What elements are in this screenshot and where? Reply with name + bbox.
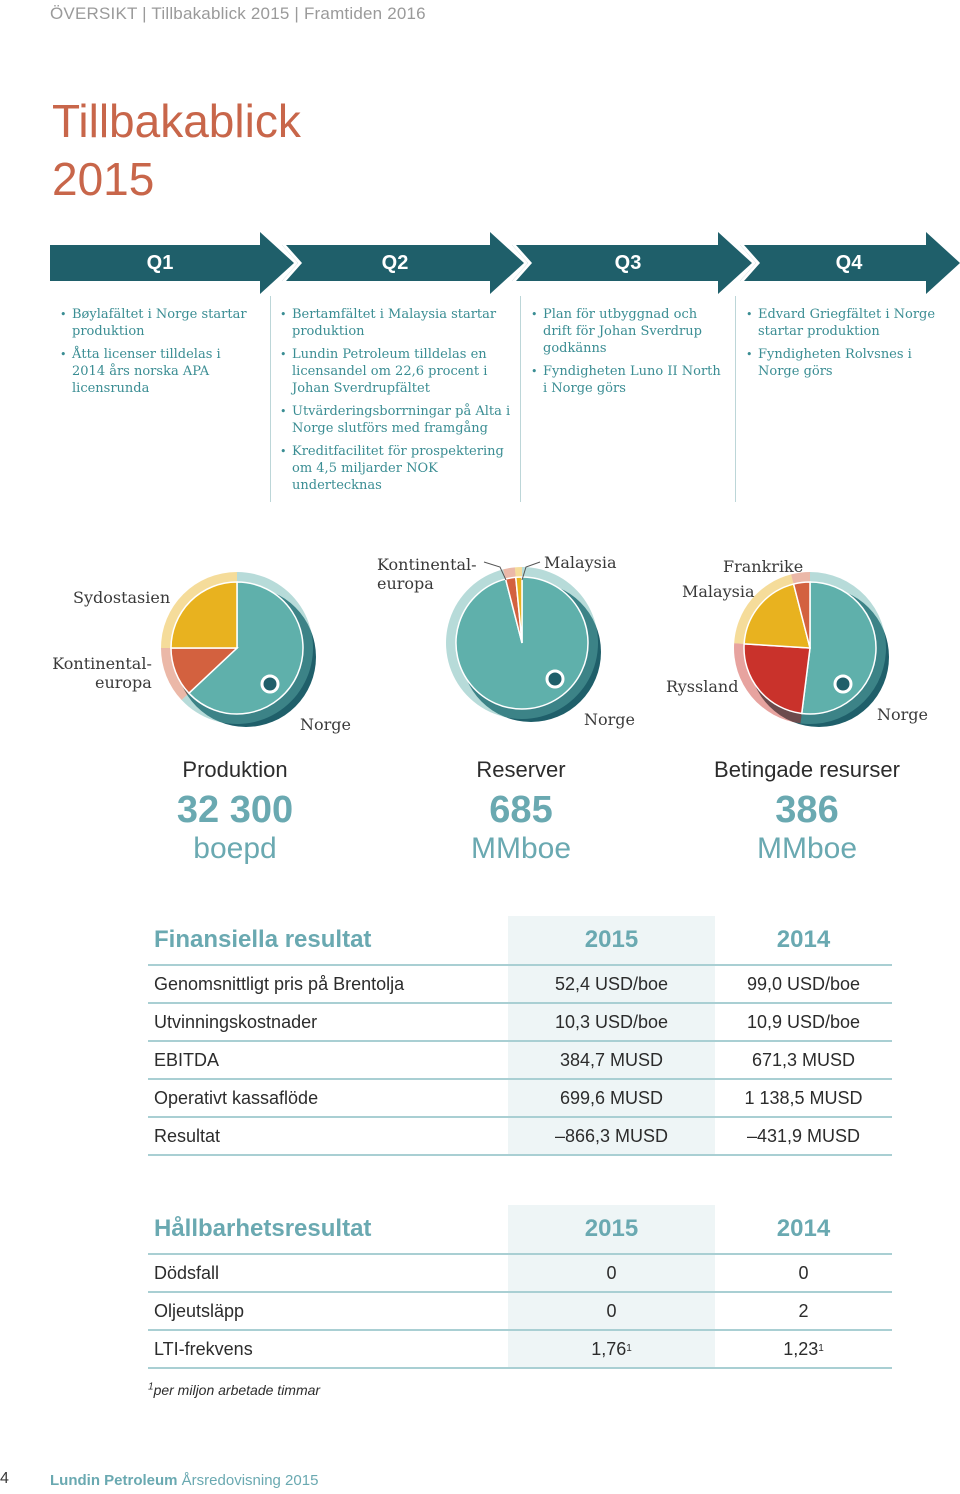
pie2-label-norge: Norge <box>584 710 635 729</box>
pie2-label-kont-line2: europa <box>377 574 434 593</box>
quarter-label-q2: Q2 <box>381 252 409 274</box>
row-value-2014: 2 <box>798 1300 809 1321</box>
pie1-label-kont-line2: europa <box>95 673 152 692</box>
pie2-label-kontinentaleuropa <box>377 555 477 593</box>
list-item: • Lundin Petroleum tilldelas en licensandel om 22,6 procent i Johan Sverdrupfältet <box>280 346 512 397</box>
list-item: • Kreditfacilitet för prospektering om 4,5 miljarder NOK undertecknas <box>280 443 512 494</box>
pie1-label-kontinentaleuropa <box>51 654 152 692</box>
pie1-marker-dot <box>262 676 278 692</box>
row-value-2014: 99,0 USD/boe <box>746 973 861 994</box>
list-item: • Bøylafältet i Norge startar produktion <box>60 306 256 340</box>
row-label: LTI-frekvens <box>154 1338 253 1359</box>
footnote <box>148 1382 320 1398</box>
pie1-label-sydostasien: Sydostasien <box>73 588 171 607</box>
footnote-text: per miljon arbetade timmar <box>153 1382 321 1398</box>
quarter-column-q4 <box>746 306 946 386</box>
row-value-2015: 10,3 USD/boe <box>508 1004 715 1040</box>
row-label: Genomsnittligt pris på Brentolja <box>154 973 405 994</box>
pie-charts <box>0 540 960 750</box>
table-row <box>148 1118 892 1156</box>
kpi-reserver <box>396 756 646 866</box>
table-header <box>148 1205 892 1255</box>
row-value-2015: 0 <box>508 1255 715 1291</box>
row-value-2014: 1 138,5 MUSD <box>744 1087 863 1108</box>
kpi-produktion <box>110 756 360 866</box>
quarter-column-q3 <box>531 306 727 403</box>
page-title-line1: Tillbakablick <box>52 95 301 147</box>
pie3-label-frankrike: Frankrike <box>723 557 804 576</box>
quarter-column-q1 <box>60 306 256 403</box>
pie2-label-kont-line1: Kontinental- <box>377 555 477 574</box>
row-value-2014: 0 <box>798 1262 809 1283</box>
kpi-unit: boepd <box>193 832 277 865</box>
pie3-marker-dot <box>835 676 851 692</box>
row-label: Oljeutsläpp <box>154 1300 245 1321</box>
pie3-label-norge: Norge <box>877 705 928 724</box>
kpi-unit: MMboe <box>756 832 858 865</box>
table-row <box>148 1293 892 1331</box>
pie-charts-svg <box>0 540 960 750</box>
row-label: Dödsfall <box>154 1262 220 1283</box>
column-header-2014: 2014 <box>776 1215 831 1242</box>
column-header-2015: 2015 <box>508 1205 715 1253</box>
kpi-value: 32 300 <box>176 789 294 831</box>
table-row <box>148 966 892 1004</box>
page-title <box>52 92 301 208</box>
kpi-name: Betingade resurser <box>714 757 900 782</box>
row-value-2015: 0 <box>508 1293 715 1329</box>
list-item: • Fyndigheten Rolvsnes i Norge görs <box>746 346 946 380</box>
kpi-betingade-resurser <box>682 756 932 866</box>
pie1-label-norge: Norge <box>300 715 351 734</box>
row-value-2015: 699,6 MUSD <box>508 1080 715 1116</box>
quarter-label-q1: Q1 <box>146 252 174 274</box>
quarter-column-q2 <box>280 306 512 500</box>
brand-name: Lundin Petroleum <box>50 1472 178 1489</box>
list-item: • Utvärderingsborrningar på Alta i Norge slutförs med framgång <box>280 403 512 437</box>
table-row <box>148 1042 892 1080</box>
pie3-slice-1 <box>744 644 810 714</box>
quarter-label-q3: Q3 <box>614 252 642 274</box>
table-title: Finansiella resultat <box>154 926 372 953</box>
table-title: Hållbarhetsresultat <box>154 1215 372 1242</box>
list-item: • Fyndigheten Luno II North i Norge görs <box>531 363 727 397</box>
row-label: Operativt kassaflöde <box>154 1087 319 1108</box>
column-header-2015: 2015 <box>508 916 715 964</box>
kpi-name: Produktion <box>182 757 288 782</box>
row-value-2014: –431,9 MUSD <box>746 1125 861 1146</box>
row-label: EBITDA <box>154 1049 220 1070</box>
page-number: 4 <box>0 1470 9 1487</box>
breadcrumb: ÖVERSIKT | Tillbakablick 2015 | Framtiden 2016 <box>50 4 426 23</box>
row-value-2015: 1,76 1 <box>508 1331 715 1367</box>
table-row <box>148 1004 892 1042</box>
pie2-label-malaysia: Malaysia <box>544 553 617 572</box>
pie1-slice-2 <box>171 582 237 648</box>
financial-table <box>148 916 892 1156</box>
row-value-2014: 671,3 MUSD <box>751 1049 856 1070</box>
column-divider <box>735 296 736 502</box>
footer-brand <box>50 1472 318 1489</box>
table-header <box>148 916 892 966</box>
pie2-marker-dot <box>547 671 563 687</box>
quarter-label-q4: Q4 <box>835 252 863 274</box>
row-value-2015: –866,3 MUSD <box>508 1118 715 1154</box>
kpi-value: 685 <box>489 789 553 831</box>
row-label: Utvinningskostnader <box>154 1011 318 1032</box>
kpi-unit: MMboe <box>470 832 572 865</box>
table-row <box>148 1255 892 1293</box>
quarter-timeline <box>50 232 960 294</box>
pie1-label-kont-line1: Kontinental- <box>52 654 152 673</box>
value-text: 1,23 <box>783 1338 819 1359</box>
list-item: • Bertamfältet i Malaysia startar produktion <box>280 306 512 340</box>
row-label: Resultat <box>154 1125 221 1146</box>
list-item: • Åtta licenser tilldelas i 2014 års norska APA licensrunda <box>60 346 256 397</box>
kpi-value: 386 <box>775 789 839 831</box>
document-name: Årsredovisning 2015 <box>181 1472 319 1489</box>
row-value-2015: 52,4 USD/boe <box>508 966 715 1002</box>
column-divider <box>270 296 271 502</box>
list-item: • Plan för utbyggnad och drift för Johan Sverdrup godkänns <box>531 306 727 357</box>
row-value-2015: 384,7 MUSD <box>508 1042 715 1078</box>
page-title-line2: 2015 <box>52 153 155 205</box>
list-item: • Edvard Griegfältet i Norge startar produktion <box>746 306 946 340</box>
pie3-label-malaysia: Malaysia <box>682 582 755 601</box>
column-divider <box>520 296 521 502</box>
table-row <box>148 1331 892 1369</box>
kpi-name: Reserver <box>476 757 566 782</box>
row-value-2014: 1,23 1 <box>783 1338 824 1359</box>
table-row <box>148 1080 892 1118</box>
value-text: 1,76 <box>591 1338 627 1359</box>
column-header-2014: 2014 <box>776 926 831 953</box>
row-value-2014: 10,9 USD/boe <box>746 1011 861 1032</box>
sustainability-table <box>148 1205 892 1369</box>
footnote-marker: 1 <box>148 1381 154 1393</box>
pie3-label-ryssland: Ryssland <box>666 677 739 696</box>
